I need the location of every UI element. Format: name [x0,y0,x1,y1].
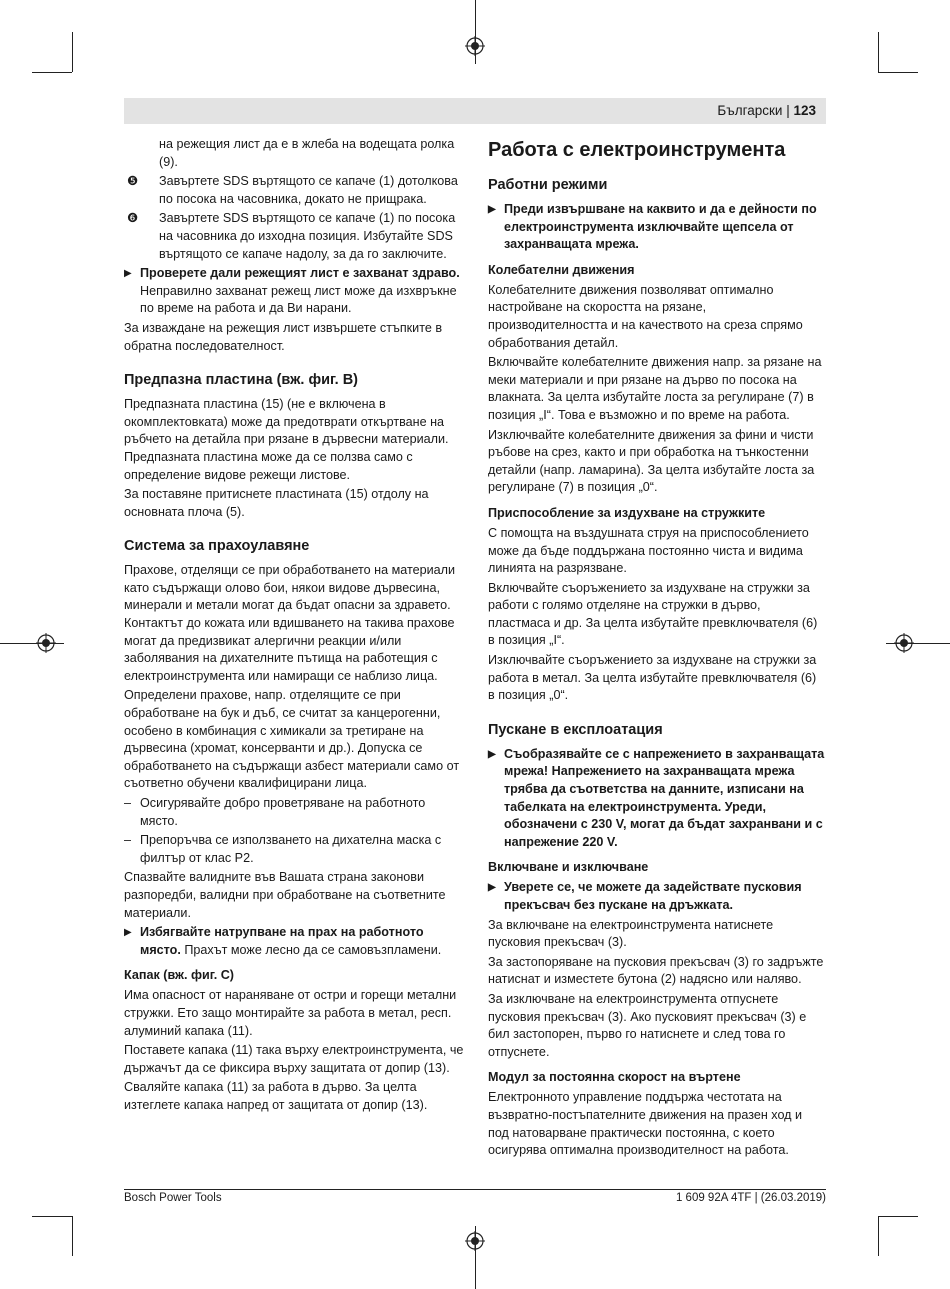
crop-mark [878,1216,918,1217]
warning [488,201,826,254]
step-5 [124,173,464,208]
subsection-heading: Модул за постоянна скорост на въртене [488,1070,741,1085]
warning-bold: Уверете се, че можете да задействате пусковия прекъсвач без пускане на дръжката. [504,880,802,912]
warning-arrow-icon: ▶ [124,268,132,280]
step-6-text: Завъртете SDS въртящото се капаче (1) по посока на часовника до изходна позиция. Избутайте SDS въртящото се капаче надолу, за да го заключите. [159,211,456,261]
right-column [488,136,826,1162]
page-header [124,98,826,124]
paragraph: Сваляйте капака (11) за работа в дърво. За целта изтеглете капака напред от защитата от допир (13). [124,1080,428,1112]
step-6 [124,210,464,263]
paragraph: Спазвайте валидните във Вашата страна законови разпоредби, валидни при обработване на съответните материали. [124,870,446,920]
warning-text: Неправилно захванат режещ лист може да изхвръкне по време на работа и да Ви нарани. [140,283,457,316]
section-heading: Работни режими [488,177,608,193]
list-item-text: Препоръчва се използването на дихателна маска с филтър от клас P2. [140,833,442,865]
registration-mark-icon [36,633,56,653]
warning [488,879,826,914]
paragraph: За поставяне притиснете пластината (15) отдолу на основната плоча (5). [124,487,429,519]
warning [124,265,464,318]
step-5-text: Завъртете SDS въртящото се капаче (1) дотолкова по посока на часовника, докато не прищрака. [159,174,458,206]
section-heading: Система за прахоулавяне [124,538,310,555]
paragraph: Електронното управление поддържа честотата на възвратно-постъпателните движения на празен ход и под натоварване практически постоянна, с което осигурява оптимална производителност на работа. [488,1090,803,1158]
page-number: 123 [793,103,816,118]
warning-bold: Избягвайте натрупване на прах на работното място. [140,925,424,957]
registration-mark-icon [465,1231,485,1251]
warning-arrow-icon: ▶ [488,204,496,215]
warning-arrow-icon: ▶ [124,927,132,939]
paragraph: Има опасност от нараняване от остри и горещи метални стружки. Ето защо монтирайте за работа в метал, респ. алуминий капака (11). [124,988,457,1038]
crop-mark [32,72,72,73]
paragraph: Изключвайте съоръжението за издухване на стружки за работа в метал. За целта избутайте превключвателя (6) в позиция „0“. [488,653,817,703]
paragraph: За застопоряване на пусковия прекъсвач (3) го задръжте натиснат и изместете бутона (2) надясно или наляво. [488,954,824,987]
subsection-heading: Колебателни движения [488,262,635,277]
section-heading: Предпазна пластина (вж. фиг. B) [124,372,359,389]
paragraph: Включвайте съоръжението за издухване на стружки за работи с голямо отделяне на стружки в дърво, пластмаса и др. За целта избутайте превключвателя (6) в позиция „I“. [488,580,818,648]
chapter-title: Работа с електроинструмента [488,139,786,161]
crop-mark [878,1216,879,1256]
crop-mark [878,72,918,73]
warning-arrow-icon: ▶ [488,882,496,894]
crop-mark [878,32,879,72]
warning-bold: Преди извършване на каквито и да е дейности по електроинструмента изключвайте щепсела от захранващата мрежа. [504,202,817,252]
paragraph: За изваждане на режещия лист извършете стъпките в обратна последователност. [124,320,443,353]
paragraph: За включване на електроинструмента натиснете пусковия прекъсвач (3). [488,917,774,950]
crop-mark [72,1216,73,1256]
list-item [124,795,464,830]
dash-marker: – [124,833,132,848]
paragraph: Включвайте колебателните движения напр. за рязане на меки материали и при рязане на дърво по посока на влакната. За целта избутайте лоста за регулиране (7) в позиция „I“. Това е възможно и по време на работа. [488,355,822,422]
list-item [124,832,464,867]
header-language: Български [717,103,783,118]
warning-bold: Проверете дали режещият лист е захванат здраво. [140,266,460,281]
paragraph: За изключване на електроинструмента отпуснете пусковия прекъсвач (3). Ако пусковият прекъсвач (3) е бил застопорен, първо го натиснете и след това го отпуснете. [488,991,807,1059]
paragraph: на режещия лист да е в жлеба на водещата ролка (9). [159,137,455,169]
warning-arrow-icon: ▶ [488,748,496,760]
dash-marker: – [124,796,132,810]
paragraph: Поставете капака (11) така върху електроинструмента, че държачът да се фиксира върху защитата от допир (13). [124,1043,464,1075]
warning-text: Прахът може лесно да се самовъзпламени. [184,942,442,957]
step-5-marker: ❺ [127,174,139,189]
registration-mark-icon [894,633,914,653]
left-column [124,136,464,1117]
crop-mark [72,32,73,72]
footer-rule [124,1189,826,1190]
paragraph: Колебателните движения позволяват оптимално настройване на скоростта на рязане, производителността и на качеството на среза спрямо обработвания детайл. [488,282,803,350]
registration-mark-icon [465,36,485,56]
paragraph: Предпазната пластина (15) (не е включена в окомплектовката) може да предотврати откъртване на ръбчето на детайла при рязане в дървесни материали. Предпазната пластина може да се ползва само с определение видове режещи листове. [124,397,449,482]
subsection-heading: Капак (вж. фиг. C) [124,968,234,983]
header-label [717,103,816,118]
paragraph: Определени прахове, напр. отделящите се при обработване на бук и дъб, се считат за канцерогенни, особено в комбинация с химикали за третиране на дървесина (хромат, консерванти и др.). Допуска се обработването на съдържащи азбест материали само от съответно обучени квалифицирани лица. [124,688,460,791]
paragraph: Изключвайте колебателните движения за фини и чисти ръбове на срез, както и при обработка на тънкостенни детайли (напр. ламарина). За целта избутайте лоста за регулиране (7) в позиция „0“. [488,427,815,495]
step-6-marker: ❻ [127,211,139,226]
footer-brand: Bosch Power Tools [124,1192,222,1204]
warning-bold: Съобразявайте се с напрежението в захранващата мрежа! Напрежението на захранващата мрежа трябва да съответства на данните, изписани на табелката на електроинструмента. Уреди, обозначени с 230 V, могат да бъдат захранвани и с напрежение 220 V. [504,746,825,849]
header-separator: | [786,103,790,118]
list-item-text: Осигурявайте добро проветряване на работното място. [140,796,426,828]
footer-doc-id: 1 609 92A 4TF | (26.03.2019) [675,1192,826,1204]
subsection-heading: Приспособление за издухване на стружките [488,505,766,520]
subsection-heading: Включване и изключване [488,860,649,875]
crop-mark [32,1216,72,1217]
warning [488,746,826,852]
section-heading: Пускане в експлоатация [488,721,663,738]
paragraph: Прахове, отделящи се при обработването на материали като съдържащи олово бои, някои видове дървесина, минерали и метали могат да бъдат опасни за здравето. Контактът до кожата или вдишването на такива прахове могат да предизвикат алергични реакции и/или заболявания на дихателните пътища на работещия с електроинструмента или намиращи се наблизо лица. [124,563,456,683]
paragraph: С помощта на въздушната струя на приспособлението може да бъде поддържана постоянно чиста и видима линията на разрязване. [488,525,809,576]
warning [124,924,464,959]
